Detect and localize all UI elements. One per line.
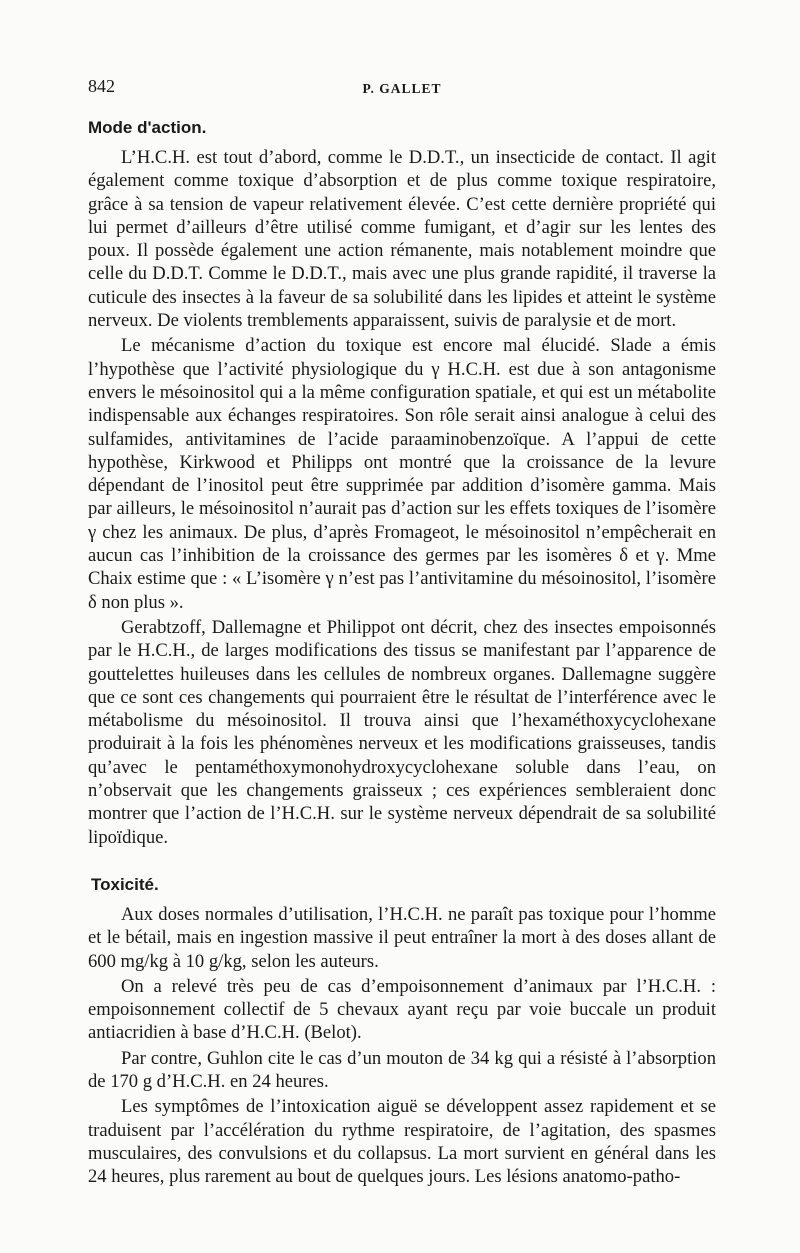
section-heading-mode-action: Mode d'action. [88, 118, 207, 137]
section-heading-toxicite: Toxicité. [91, 875, 159, 894]
page-number: 842 [88, 76, 115, 96]
paragraph: L’H.C.H. est tout d’abord, comme le D.D.T., un insecticide de contact. Il agit également comme toxique d’absorption et de plus comme toxique respiratoire, grâce à sa tension de vapeur relativement élevée. C’est cette dernière propriété qui lui permet d’ailleurs d’être utilisé comme fumigant, et d’agir sur les lentes des poux. Il possède également une action rémanente, mais notablement moindre que celle du D.D.T. Comme le D.D.T., mais avec une plus grande rapidité, il traverse la cuticule des insectes à la faveur de sa solubilité dans les lipides et atteint le système nerveux. De violents tremblements apparaissent, suivis de paralysie et de mort. [88, 147, 716, 332]
section-body-mode-action [88, 146, 716, 851]
paragraph: Aux doses normales d’utilisation, l’H.C.H. ne paraît pas toxique pour l’homme et le bétail, mais en ingestion massive il peut entraîner la mort à des doses allant de 600 mg/kg à 10 g/kg, selon les auteurs. [88, 904, 716, 972]
paragraph: Les symptômes de l’intoxication aiguë se développent assez rapidement et se traduisent par l’accélération du rythme respiratoire, de l’agitation, des spasmes musculaires, des convulsions et du collapsus. La mort survient en général dans les 24 heures, plus rarement au bout de quelques jours. Les lésions anatomo-patho- [88, 1096, 716, 1188]
paragraph: Par contre, Guhlon cite le cas d’un mouton de 34 kg qui a résisté à l’absorption de 170 g d’H.C.H. en 24 heures. [88, 1047, 716, 1093]
paragraph: Le mécanisme d’action du toxique est encore mal élucidé. Slade a émis l’hypothèse que l’activité physiologique du γ H.C.H. est due à son antagonisme envers le mésoinositol qui a la même configuration spatiale, et qui est un métabolite indispensable aux échanges respiratoires. Son rôle serait ainsi analogue à celui des sulfamides, antivitamines de l’acide paraaminobenzoïque. A l’appui de cette hypothèse, Kirkwood et Philipps ont montré que la croissance de la levure dépendant de l’inositol peut être supprimée par addition d’isomère gamma. Mais par ailleurs, le mésoinositol n’aurait pas d’action sur les effets toxiques de l’isomère γ chez les animaux. De plus, d’après Fromageot, le mésoinositol n’empêcherait en aucun cas l’inhibition de la croissance des germes par les isomères δ et γ. Mme Chaix estime que : « L’isomère γ n’est pas l’antivitamine du mésoinositol, l’isomère δ non plus ». [88, 335, 716, 613]
section-body-toxicite [88, 903, 716, 1191]
running-title: P. GALLET [362, 81, 442, 96]
paragraph: Gerabtzoff, Dallemagne et Philippot ont décrit, chez des insectes empoisonnés par le H.C.H., de larges modifications des tissus se manifestant par l’apparence de gouttelettes huileuses dans les cellules de nombreux organes. Dallemagne suggère que ce sont ces changements qui pourraient être le résultat de l’interférence avec le métabolisme du mésoinositol. Il trouva ainsi que l’hexaméthoxycyclohexane produirait à la fois les phénomènes nerveux et les modifications graisseuses, tandis qu’avec le pentaméthoxymonohydroxycyclohexane soluble dans l’eau, on n’observait que les changements graisseux ; ces expériences sembleraient donc montrer que l’action de l’H.C.H. sur le système nerveux dépendrait de sa solubilité lipoïdique. [88, 616, 716, 848]
paragraph: On a relevé très peu de cas d’empoisonnement d’animaux par l’H.C.H. : empoisonnement collectif de 5 chevaux ayant reçu par voie buccale un produit antiacridien à base d’H.C.H. (Belot). [88, 975, 716, 1044]
page-header [88, 75, 716, 99]
